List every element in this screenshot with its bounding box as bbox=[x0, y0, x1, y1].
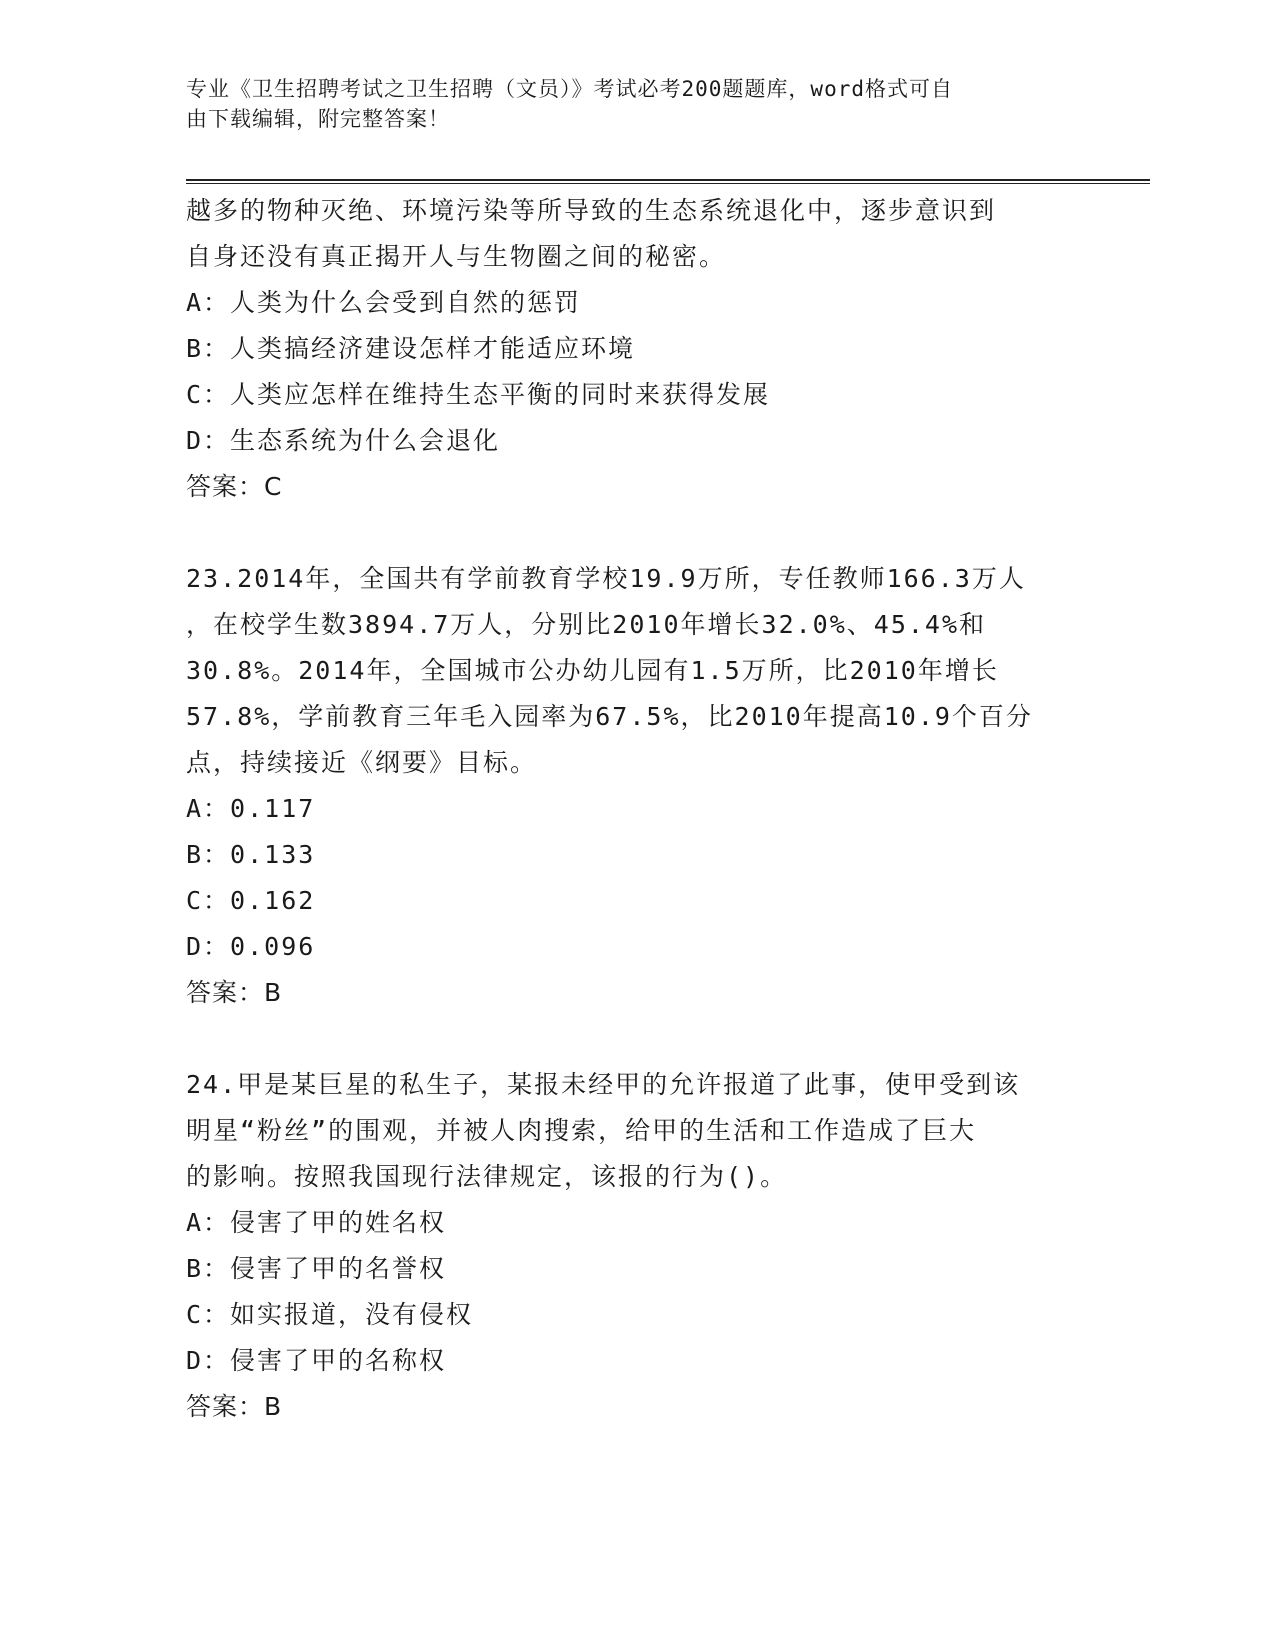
option-c: C：人类应怎样在维持生态平衡的同时来获得发展 bbox=[186, 380, 771, 409]
option-b: B：侵害了甲的名誉权 bbox=[186, 1254, 447, 1283]
question-stem-line: ，在校学生数3894.7万人，分别比2010年增长32.0%、45.4%和 bbox=[186, 610, 987, 639]
spacer bbox=[186, 510, 1066, 556]
option-b: B：人类搞经济建设怎样才能适应环境 bbox=[186, 334, 636, 363]
option-a: A：侵害了甲的姓名权 bbox=[186, 1208, 447, 1237]
question-23 bbox=[186, 556, 1066, 1016]
question-content bbox=[186, 188, 1066, 1430]
spacer bbox=[186, 1016, 1066, 1062]
document-header bbox=[186, 74, 1066, 134]
question-24 bbox=[186, 1062, 1066, 1430]
question-stem-line: 24.甲是某巨星的私生子，某报未经甲的允许报道了此事，使甲受到该 bbox=[186, 1070, 1021, 1099]
question-stem-line: 明星“粉丝”的围观，并被人肉搜索，给甲的生活和工作造成了巨大 bbox=[186, 1116, 977, 1145]
question-stem-line: 点，持续接近《纲要》目标。 bbox=[186, 748, 538, 777]
answer-label: 答案：B bbox=[186, 978, 283, 1007]
question-stem-line: 的影响。按照我国现行法律规定，该报的行为()。 bbox=[186, 1162, 788, 1191]
option-a: A：人类为什么会受到自然的惩罚 bbox=[186, 288, 582, 317]
header-divider-thick bbox=[186, 179, 1150, 181]
question-stem-line: 越多的物种灭绝、环境污染等所导致的生态系统退化中，逐步意识到 bbox=[186, 196, 997, 225]
option-d: D：生态系统为什么会退化 bbox=[186, 426, 501, 455]
answer-label: 答案：B bbox=[186, 1392, 283, 1421]
option-b: B：0.133 bbox=[186, 840, 316, 869]
header-title-line-2: 由下载编辑，附完整答案！ bbox=[186, 107, 450, 131]
header-title-line-1: 专业《卫生招聘考试之卫生招聘（文员）》考试必考200题题库，word格式可自 bbox=[186, 77, 953, 101]
option-c: C：如实报道，没有侵权 bbox=[186, 1300, 474, 1329]
option-d: D：侵害了甲的名称权 bbox=[186, 1346, 447, 1375]
question-stem-line: 57.8%，学前教育三年毛入园率为67.5%，比2010年提高10.9个百分 bbox=[186, 702, 1033, 731]
option-c: C：0.162 bbox=[186, 886, 316, 915]
option-a: A：0.117 bbox=[186, 794, 316, 823]
question-stem-line: 30.8%。2014年，全国城市公办幼儿园有1.5万所，比2010年增长 bbox=[186, 656, 999, 685]
question-stem-line: 23.2014年，全国共有学前教育学校19.9万所，专任教师166.3万人 bbox=[186, 564, 1026, 593]
question-22 bbox=[186, 188, 1066, 510]
answer-label: 答案：C bbox=[186, 472, 283, 501]
header-divider-thin bbox=[186, 183, 1150, 184]
question-stem-line: 自身还没有真正揭开人与生物圈之间的秘密。 bbox=[186, 242, 727, 271]
option-d: D：0.096 bbox=[186, 932, 316, 961]
